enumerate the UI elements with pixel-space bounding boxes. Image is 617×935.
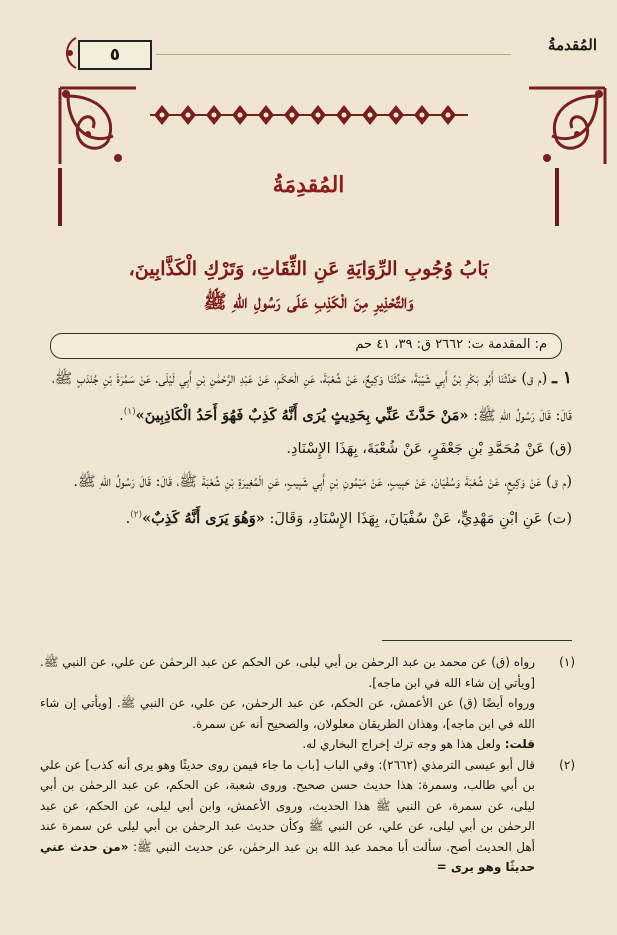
hadith-number: ١ ـ [551,368,572,388]
running-header [10,32,607,64]
footnote-ref[interactable]: (٢) [130,509,143,520]
hadith-matn: «مَنْ حَدَّثَ عَنِّي بِحَدِيثٍ يُرَى أَنَّهُ كَذِبٌ فَهُوَ أَحَدُ الْكَاذِبِينَ» [135,406,469,424]
hadith-paragraph: (ق) عَنْ مُحَمَّدِ بْنِ جَعْفَرٍ، عَنْ شُعْبَةَ، بِهَذَا الإِسْنَادِ. [286,440,572,457]
footnote-quote: «من حدث عني حديثًا وهو يرى = [40,839,535,874]
hadith-punct: . [119,407,124,424]
hadith-punct: . [125,510,131,527]
footnote-item [40,652,575,755]
ornamental-band [150,98,468,132]
chapter-heading-line: وَالتَّحْذِيرِ مِنَ الْكَذِبِ عَلَى رَسُولِ اللهِ ﷺ [203,291,414,313]
footnote-line: رواه (ق) عن محمد بن عبد الرحمٰن بن أبي ليلى، عن الحكم عن عبد الرحمٰن عن علي، عن النبي ﷺ. [ويأتي إن شاء الله في ابن ماجه]. [40,655,535,690]
corner-ornament-icon [527,86,607,166]
hadith-paragraph [52,362,572,433]
hadith-chain: (ت) عَنِ ابْنِ مَهْدِيٍّ، عَنْ سُفْيَانَ، بِهَذَا الإِسْنَادِ، وَقَالَ: [269,510,572,527]
hadith-paragraph [52,499,572,536]
footnote-line: ورواه أيضًا (ق) عن الأعمش، عن الحكم، عن عبد الرحمٰن، عن علي، عن النبي ﷺ. [ويأتي إن شاء الله في ابن ماجه]، وهذان الطريقان معلولان، والصحيح أنه عن سمرة. [40,696,535,731]
hadith-paragraph: (م ق) عَنْ وَكِيعٍ، عَنْ شُعْبَةَ وَسُفْيَانَ، عَنْ حَبِيبٍ، عَنْ مَيْمُونِ بْنِ أَبِي شَبِيبٍ، عَنِ الْمُغِيرَةِ بْنِ شُعْبَةَ ﷺ، قَالَ: قَالَ رَسُولُ اللهِ ﷺ. [73,473,572,490]
chapter-heading [20,253,597,319]
hadith-matn: «وَهُوَ يَرَى أَنَّهُ كَذِبٌ» [142,509,265,527]
running-title: المُقدمةُ [548,36,597,54]
hadith-text [52,362,572,536]
section-title: المُقدِمَةُ [272,172,345,198]
footnote-number: (١) [559,655,575,669]
footnote-text: قال أبو عيسى الترمذي (٢٦٦٢): وفي الباب [باب ما جاء فيمن روى حديثًا وهو يرى أنه كذب] عن علي بن أبي طالب، وسمرة: هذا حديث حسن صحيح. وروى شعبة، عن الحكم، عن عبد الرحمٰن بن أبي ليلى، عن سمرة، عن النبي ﷺ هذا الحديث، وروى الأعمش، وابن أبي ليلى، عن الحكم، عن عبد الرحمٰن بن أبي ليلى، عن علي، عن النبي ﷺ وكأن حديث عبد الرحمٰن بن أبي ليلى عن سمرة عند أهل الحديث أصح. سألت أبا محمد عبد الله بن عبد الرحمٰن، عن حديث النبي ﷺ: [40,757,536,854]
chapter-heading-line: بَابُ وُجُوبِ الرِّوَايَةِ عَنِ الثِّقَاتِ، وَتَرْكِ الْكَذَّابِينَ، [128,258,489,280]
cross-reference-text: م: المقدمة ت: ٢٦٦٢ ق: ٣٩، ٤١ حم [355,337,547,352]
footnote-ref[interactable]: (١) [123,407,136,417]
cross-reference-box [50,333,562,359]
header-rule [156,54,511,55]
page-number: ٥ [78,40,152,70]
footnote-note [40,734,535,755]
footnote-item [40,755,575,878]
footnote-note-label: قلت: [504,737,535,751]
footnote-number: (٢) [559,757,575,772]
footnote-body [40,755,535,878]
footnote-note-text: ولعل هذا هو وجه ترك إخراج البخاري له. [302,737,501,751]
footnotes [40,652,575,878]
hadith-chain: (م ق) حَدَّثَنَا أَبُو بَكْرِ بْنُ أَبِي شَيْبَةَ، حَدَّثَنَا وَكِيعٌ، عَنْ شُعْبَةَ، عَنِ الْحَكَمِ، عَنْ عَبْدِ الرَّحْمَٰنِ بْنِ أَبِي لَيْلَى، عَنْ سَمُرَةَ بْنِ جُنْدَبٍ ﷺ، قَالَ: قَالَ رَسُولُ اللهِ ﷺ: [52,371,572,424]
footnote-rule [382,640,572,641]
corner-ornament-icon [58,86,138,166]
